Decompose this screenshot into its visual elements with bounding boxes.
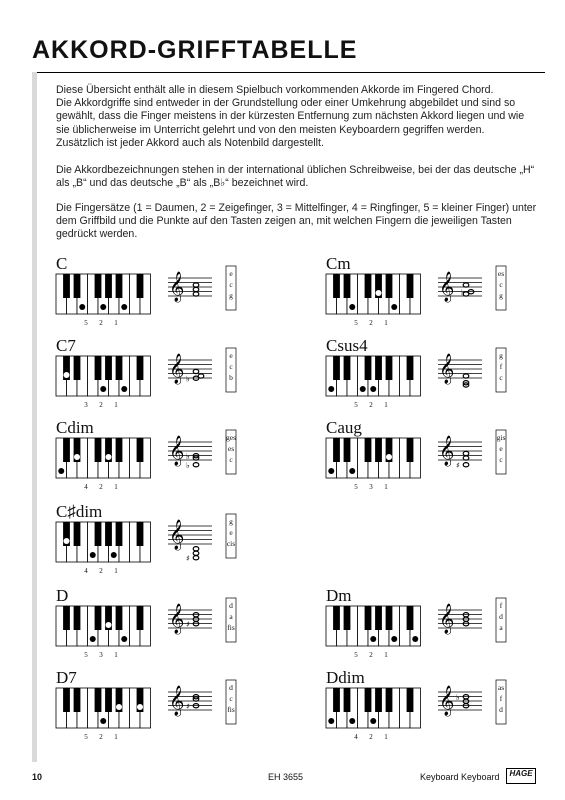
black-key <box>407 356 414 380</box>
black-key <box>407 438 414 462</box>
treble-clef-icon: 𝄞 <box>169 520 185 550</box>
black-key <box>333 274 340 298</box>
finger-number: 3 <box>99 651 103 659</box>
accidental: ♯ <box>186 619 190 629</box>
finger-dot <box>121 386 127 392</box>
finger-dot <box>116 704 122 710</box>
chord-name: C♯dim <box>56 502 103 521</box>
margin-bar <box>32 72 37 762</box>
note-name: as <box>497 683 505 692</box>
note-name: d <box>499 612 503 621</box>
black-key <box>95 274 102 298</box>
finger-dot <box>106 454 112 460</box>
intro-paragraph: Zusätzlich ist jeder Akkord auch als Notenbild dargestellt. <box>56 136 324 149</box>
black-key <box>386 606 393 630</box>
note-name: c <box>499 373 503 382</box>
note-name: g <box>229 291 233 300</box>
title-rule <box>32 72 545 73</box>
finger-dot <box>121 636 127 642</box>
chord-keyboard-diagram <box>326 668 541 746</box>
black-key <box>74 356 81 380</box>
black-key <box>386 274 393 298</box>
finger-dot <box>370 718 376 724</box>
finger-dot <box>328 718 334 724</box>
note-name: cis <box>226 539 236 548</box>
finger-dot <box>349 468 355 474</box>
chord-keyboard-diagram <box>326 254 541 332</box>
note-head <box>193 551 199 555</box>
note-name: f <box>499 694 503 703</box>
note-name: ges <box>226 433 236 442</box>
black-key <box>95 438 102 462</box>
black-key <box>365 438 372 462</box>
finger-number: 1 <box>114 401 118 409</box>
finger-number: 1 <box>384 651 388 659</box>
black-key <box>63 688 70 712</box>
chord-entry <box>326 254 541 332</box>
finger-dot <box>370 636 376 642</box>
accidental: ♯ <box>186 553 190 563</box>
note-name: g <box>499 291 503 300</box>
black-key <box>116 274 123 298</box>
intro-block <box>56 84 538 150</box>
note-name: e <box>499 444 503 453</box>
note-head <box>193 287 199 291</box>
finger-number: 5 <box>84 319 88 327</box>
chord-name: Csus4 <box>326 336 368 355</box>
black-key <box>95 688 102 712</box>
note-head <box>193 547 199 551</box>
finger-dot <box>100 718 106 724</box>
finger-dot <box>121 304 127 310</box>
note-name: d <box>499 705 503 714</box>
black-key <box>365 688 372 712</box>
black-key <box>105 274 112 298</box>
edition-code: EH 3655 <box>268 772 304 782</box>
chord-entry <box>56 502 271 580</box>
note-name: es <box>227 444 235 453</box>
note-name: c <box>229 362 233 371</box>
note-name: e <box>229 351 233 360</box>
finger-note: Die Fingersätze (1 = Daumen, 2 = Zeigefinger, 3 = Mittelfinger, 4 = Ringfinger, 5 = kleiner Finger) unter dem Griffbild und die Punkte auf den Tasten zeigen an, mit welchen Fingern die jeweiligen Tasten gedrückt werden. <box>56 202 537 241</box>
chord-entry <box>56 586 271 664</box>
treble-clef-icon: 𝄞 <box>439 354 455 384</box>
black-key <box>344 438 351 462</box>
accidental: ♭ <box>461 287 465 297</box>
note-name: f <box>499 601 503 610</box>
black-key <box>333 688 340 712</box>
finger-number: 5 <box>354 483 358 491</box>
finger-dot <box>111 552 117 558</box>
finger-dot <box>137 704 143 710</box>
chord-keyboard-diagram <box>56 254 271 332</box>
chord-name: Cm <box>326 254 351 273</box>
finger-number: 2 <box>369 733 373 741</box>
note-head <box>193 283 199 287</box>
note-name: e <box>229 269 233 278</box>
black-key <box>137 438 144 462</box>
black-key <box>386 356 393 380</box>
treble-clef-icon: 𝄞 <box>169 604 185 634</box>
black-key <box>407 274 414 298</box>
black-key <box>365 274 372 298</box>
black-key <box>344 688 351 712</box>
finger-dot <box>349 304 355 310</box>
accidental: ♭ <box>456 692 460 702</box>
treble-clef-icon: 𝄞 <box>169 272 185 302</box>
finger-number: 1 <box>114 483 118 491</box>
note-name: c <box>229 455 233 464</box>
accidental: ♯ <box>186 701 190 711</box>
chord-entry <box>326 586 541 664</box>
page-number: 10 <box>32 772 43 782</box>
note-head <box>193 463 199 467</box>
black-key <box>116 356 123 380</box>
finger-number: 4 <box>354 733 358 741</box>
chord-keyboard-diagram <box>326 336 541 414</box>
chord-name: Dm <box>326 586 352 605</box>
chord-keyboard-diagram <box>326 418 541 496</box>
black-key <box>95 606 102 630</box>
black-key <box>74 274 81 298</box>
black-key <box>137 274 144 298</box>
finger-dot <box>64 372 70 378</box>
black-key <box>95 356 102 380</box>
finger-number: 2 <box>99 567 103 575</box>
finger-number: 1 <box>114 567 118 575</box>
treble-clef-icon: 𝄞 <box>439 272 455 302</box>
black-key <box>116 606 123 630</box>
treble-clef-icon: 𝄞 <box>169 436 185 466</box>
black-key <box>344 274 351 298</box>
note-name: a <box>229 612 233 621</box>
finger-number: 5 <box>354 401 358 409</box>
finger-dot <box>360 386 366 392</box>
finger-dot <box>349 718 355 724</box>
note-name: g <box>499 351 503 360</box>
page-title: AKKORD-GRIFFTABELLE <box>32 36 358 64</box>
black-key <box>63 438 70 462</box>
accidental: ♭ <box>186 460 190 470</box>
accidental: ♭ <box>186 374 190 384</box>
finger-dot <box>376 290 382 296</box>
finger-dot <box>64 538 70 544</box>
finger-number: 5 <box>354 651 358 659</box>
finger-dot <box>100 386 106 392</box>
note-head <box>193 292 199 296</box>
black-key <box>105 356 112 380</box>
finger-number: 2 <box>99 733 103 741</box>
finger-number: 1 <box>114 733 118 741</box>
finger-number: 1 <box>114 651 118 659</box>
note-name: gis <box>496 433 506 442</box>
finger-dot <box>412 636 418 642</box>
finger-number: 3 <box>84 401 88 409</box>
black-key <box>137 356 144 380</box>
intro-paragraph: Die Akkordgriffe sind entweder in der Grundstellung oder einer Umkehrung abgebildet und sind so gewählt, dass die Finger meistens in der kürzesten Entfernung zum nächsten Akkord liegen und wie sie üblicherweise im Unterricht gelehrt und von den meisten Keyboardern gegriffen werden. <box>56 97 525 136</box>
black-key <box>386 688 393 712</box>
black-key <box>105 688 112 712</box>
black-key <box>116 522 123 546</box>
chord-keyboard-diagram <box>56 336 271 414</box>
chord-name: D <box>56 586 69 605</box>
finger-dot <box>74 454 80 460</box>
finger-number: 4 <box>84 483 88 491</box>
finger-dot <box>90 552 96 558</box>
finger-number: 3 <box>369 483 373 491</box>
accidental: ♭ <box>186 451 190 461</box>
finger-number: 5 <box>84 733 88 741</box>
black-key <box>333 356 340 380</box>
chord-entry <box>56 254 271 332</box>
note-name: c <box>499 280 503 289</box>
finger-number: 2 <box>369 319 373 327</box>
finger-number: 2 <box>99 483 103 491</box>
black-key <box>375 438 382 462</box>
finger-number: 1 <box>384 319 388 327</box>
chord-entry <box>326 418 541 496</box>
finger-number: 1 <box>384 733 388 741</box>
chord-keyboard-diagram <box>56 418 271 496</box>
chord-keyboard-diagram <box>56 586 271 664</box>
note-name: c <box>499 455 503 464</box>
treble-clef-icon: 𝄞 <box>439 686 455 716</box>
chord-entry <box>56 668 271 746</box>
note-name: c <box>229 280 233 289</box>
finger-dot <box>90 636 96 642</box>
black-key <box>105 522 112 546</box>
intro-paragraph: Diese Übersicht enthält alle in diesem Spielbuch vorkommenden Akkorde im Fingered Chord. <box>56 84 494 96</box>
note-name: d <box>229 683 233 692</box>
finger-dot <box>58 468 64 474</box>
note-head <box>198 374 204 378</box>
finger-number: 5 <box>84 651 88 659</box>
black-key <box>375 688 382 712</box>
note-name: a <box>499 623 503 632</box>
finger-number: 2 <box>369 651 373 659</box>
note-head <box>193 369 199 373</box>
note-head <box>463 374 469 378</box>
finger-number: 1 <box>384 401 388 409</box>
note-name: e <box>229 528 233 537</box>
black-key <box>365 606 372 630</box>
chord-name: C <box>56 254 68 273</box>
finger-number: 2 <box>99 401 103 409</box>
note-name: d <box>229 601 233 610</box>
publisher-logo: HAGE <box>506 768 536 784</box>
chord-entry <box>326 668 541 746</box>
finger-dot <box>391 304 397 310</box>
treble-clef-icon: 𝄞 <box>439 436 455 466</box>
treble-clef-icon: 𝄞 <box>169 354 185 384</box>
black-key <box>365 356 372 380</box>
black-key <box>407 606 414 630</box>
finger-dot <box>100 304 106 310</box>
black-key <box>95 522 102 546</box>
finger-dot <box>328 386 334 392</box>
chord-name: C7 <box>56 336 76 355</box>
note-name: fis <box>227 623 235 632</box>
treble-clef-icon: 𝄞 <box>169 686 185 716</box>
black-key <box>344 356 351 380</box>
black-key <box>74 606 81 630</box>
note-name: fis <box>227 705 235 714</box>
finger-dot <box>391 636 397 642</box>
note-name: g <box>229 517 233 526</box>
black-key <box>63 274 70 298</box>
black-key <box>407 688 414 712</box>
note-name: f <box>499 362 503 371</box>
chord-name: Caug <box>326 418 362 437</box>
finger-dot <box>79 304 85 310</box>
finger-number: 2 <box>99 319 103 327</box>
chord-name: Ddim <box>326 668 365 687</box>
black-key <box>375 356 382 380</box>
black-key <box>74 688 81 712</box>
chord-entry <box>326 336 541 414</box>
chord-keyboard-diagram <box>56 502 271 580</box>
chord-entry <box>56 336 271 414</box>
treble-clef-icon: 𝄞 <box>439 604 455 634</box>
note-head <box>193 556 199 560</box>
finger-number: 1 <box>384 483 388 491</box>
chord-keyboard-diagram <box>326 586 541 664</box>
chord-name: D7 <box>56 668 77 687</box>
finger-dot <box>328 468 334 474</box>
finger-dot <box>106 622 112 628</box>
black-key <box>63 606 70 630</box>
note-head <box>463 463 469 467</box>
note-head <box>463 283 469 287</box>
finger-number: 4 <box>84 567 88 575</box>
note-name: c <box>229 694 233 703</box>
finger-dot <box>370 386 376 392</box>
chord-keyboard-diagram <box>56 668 271 746</box>
black-key <box>137 522 144 546</box>
black-key <box>137 606 144 630</box>
black-key <box>333 606 340 630</box>
chord-entry <box>56 418 271 496</box>
black-key <box>116 438 123 462</box>
black-key <box>74 522 81 546</box>
note-head <box>463 456 469 460</box>
note-name: es <box>497 269 505 278</box>
series-name: Keyboard Keyboard <box>420 772 500 782</box>
note-head <box>463 451 469 455</box>
finger-number: 5 <box>354 319 358 327</box>
finger-number: 1 <box>114 319 118 327</box>
accidental: ♯ <box>456 460 460 470</box>
black-key <box>344 606 351 630</box>
finger-dot <box>386 454 392 460</box>
note-name: b <box>229 373 233 382</box>
chord-name: Cdim <box>56 418 94 437</box>
finger-number: 2 <box>369 401 373 409</box>
black-key <box>375 606 382 630</box>
black-key <box>333 438 340 462</box>
notation-note: Die Akkordbezeichnungen stehen in der international üblichen Schreibweise, bei der das deutsche „H“ als „B“ und das deutsche „B“ als „B♭“ bezeichnet wird. <box>56 164 535 190</box>
